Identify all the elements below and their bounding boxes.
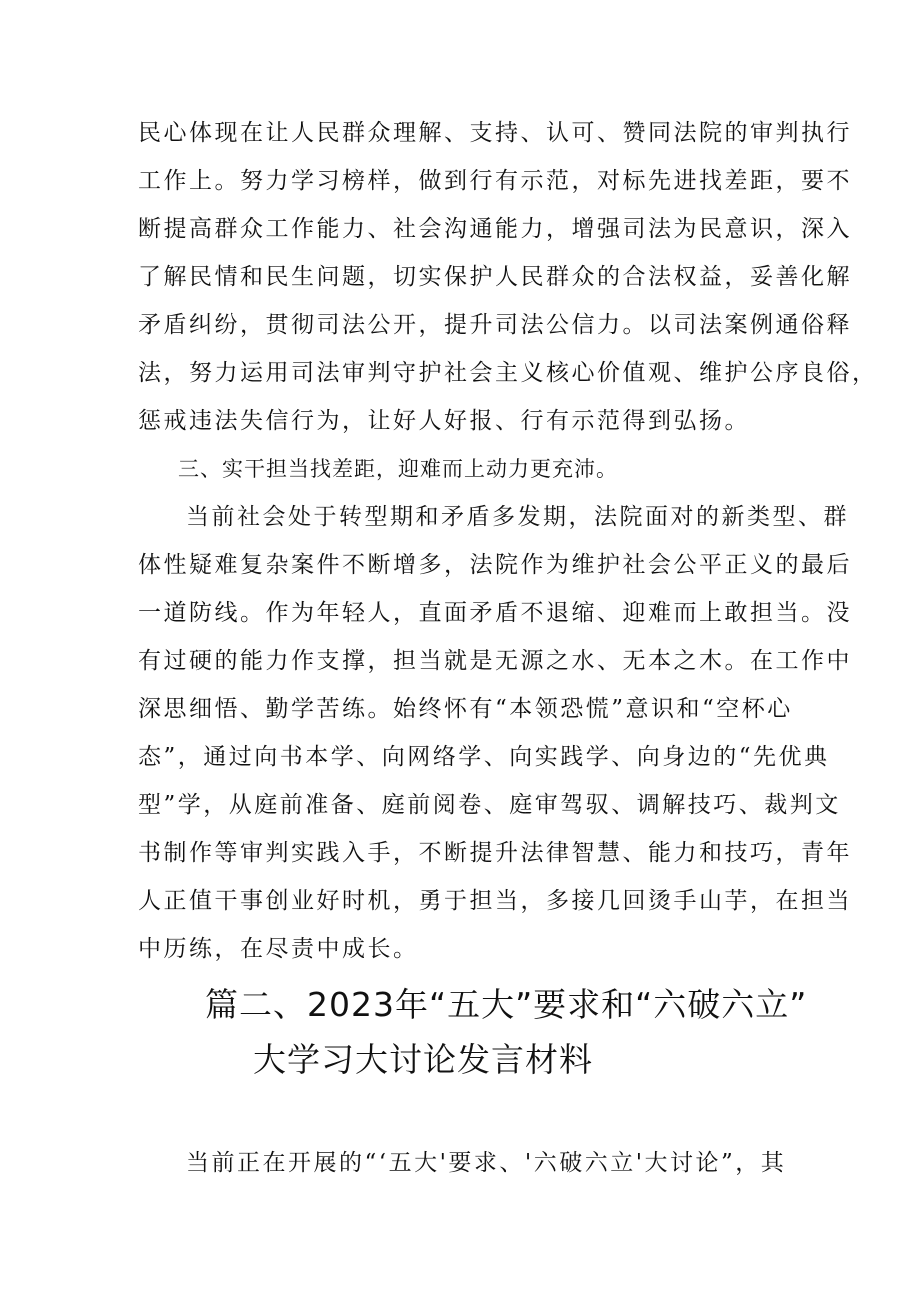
text-line: 中历练，在尽责中成长。 (138, 936, 419, 962)
text-line: 深思细悟、勤学苦练。始终怀有“本领恐慌”意识和“空杯心 (138, 696, 793, 722)
text-line: 人正值干事创业好时机，勇于担当，多接几回烫手山芋，在担当 (138, 888, 852, 914)
text-line: 型”学，从庭前准备、庭前阅卷、庭审驾驭、调解技巧、裁判文 (138, 792, 841, 818)
text-line: 当前正在开展的“‘五大'要求、'六破六立'大讨论”，其 (186, 1150, 787, 1176)
text-line: 矛盾纠纷，贯彻司法公开，提升司法公信力。以司法案例通俗释 (138, 312, 852, 338)
section-title-line-1: 篇二、2023年“五大”要求和“六破六立” (205, 985, 808, 1024)
text-line: 有过硬的能力作支撑，担当就是无源之水、无本之木。在工作中 (138, 648, 852, 674)
text-line: 当前社会处于转型期和矛盾多发期，法院面对的新类型、群 (186, 504, 849, 530)
text-line: 书制作等审判实践入手，不断提升法律智慧、能力和技巧，青年 (138, 840, 852, 866)
text-line: 一道防线。作为年轻人，直面矛盾不退缩、迎难而上敢担当。没 (138, 600, 852, 626)
section-title-line-2: 大学习大讨论发言材料 (253, 1040, 593, 1079)
subheading: 三、实干担当找差距，迎难而上动力更充沛。 (178, 457, 618, 481)
text-line: 体性疑难复杂案件不断增多，法院作为维护社会公平正义的最后 (138, 552, 852, 578)
text-line: 了解民情和民生问题，切实保护人民群众的合法权益，妥善化解 (138, 264, 852, 290)
text-line: 态”，通过向书本学、向网络学、向实践学、向身边的“先优典 (138, 744, 830, 770)
text-line: 惩戒违法失信行为，让好人好报、行有示范得到弘扬。 (138, 408, 750, 434)
text-line: 工作上。努力学习榜样，做到行有示范，对标先进找差距，要不 (138, 168, 852, 194)
text-line: 断提高群众工作能力、社会沟通能力，增强司法为民意识，深入 (138, 216, 852, 242)
text-line: 法，努力运用司法审判守护社会主义核心价值观、维护公序良俗， (138, 360, 878, 386)
text-line: 民心体现在让人民群众理解、支持、认可、赞同法院的审判执行 (138, 120, 852, 146)
